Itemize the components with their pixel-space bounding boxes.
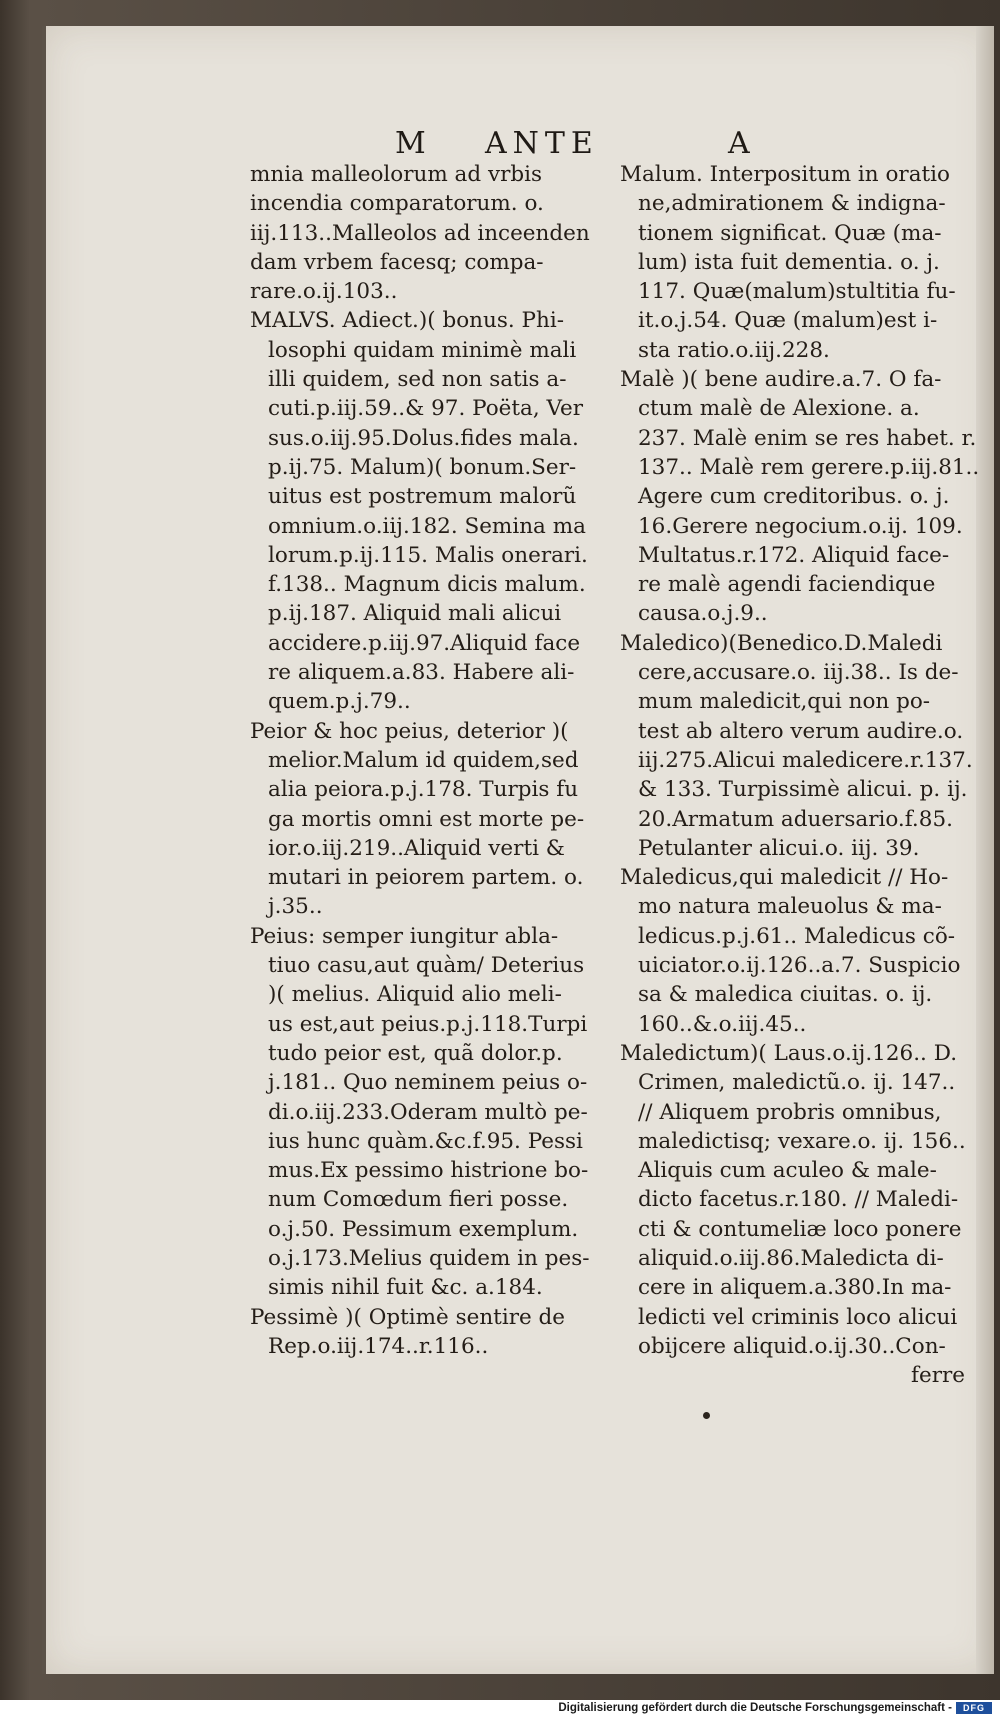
- footer-credit: Digitalisierung gefördert durch die Deutsche Forschungsgemeinschaft -: [558, 1702, 952, 1714]
- right-column-line: iij.275.Alicui maledicere.r.137.: [638, 747, 973, 773]
- right-column-line: ledicti vel criminis loco alicui: [638, 1304, 958, 1330]
- right-column-line: Malè )( bene audire.a.7. O fa-: [620, 367, 942, 393]
- right-column-line: aliquid.o.iij.86.Maledicta di-: [638, 1245, 944, 1271]
- left-column-line: Rep.o.iij.174..r.116..: [268, 1333, 489, 1359]
- right-column-line: sa & maledica ciuitas. o. ij.: [638, 982, 933, 1008]
- left-column-line: o.j.173.Melius quidem in pes-: [268, 1245, 590, 1271]
- right-column-line: re malè agendi faciendique: [638, 572, 936, 598]
- left-column-line: ius hunc quàm.&c.f.95. Pessi: [268, 1128, 583, 1154]
- running-head-left: M: [395, 126, 428, 161]
- right-column-line: Maledictum)( Laus.o.ij.126.. D.: [620, 1040, 958, 1066]
- left-column-line: MALVS. Adiect.)( bonus. Phi-: [250, 308, 564, 334]
- dfg-logo: DFG: [956, 1702, 992, 1714]
- left-column-line: num Comœdum fieri posse.: [268, 1187, 569, 1213]
- right-column-line: 117. Quæ(malum)stultitia fu-: [638, 279, 956, 305]
- right-column-line: Maledicus,qui maledicit // Ho-: [620, 865, 949, 891]
- right-column-line: mum maledicit,qui non po-: [638, 689, 931, 715]
- left-column-line: ga mortis omni est morte pe-: [268, 806, 585, 832]
- left-column-line: omnium.o.iij.182. Semina ma: [268, 513, 586, 539]
- running-head-right: A: [728, 126, 752, 161]
- left-column-line: j.181.. Quo neminem peius o-: [268, 1070, 588, 1096]
- left-column-line: losophi quidam minimè mali: [268, 337, 577, 363]
- left-column-line: tudo peior est, quã dolor.p.: [268, 1040, 563, 1066]
- right-column-line: maledictisq; vexare.o. ij. 156..: [638, 1128, 966, 1154]
- left-column-line: di.o.iij.233.Oderam multò pe-: [268, 1099, 588, 1125]
- left-column-line: tiuo casu,aut quàm/ Deterius: [268, 953, 585, 979]
- left-column-line: p.ij.75. Malum)( bonum.Ser-: [268, 454, 577, 480]
- right-column-line: it.o.j.54. Quæ (malum)est i-: [638, 308, 938, 334]
- left-column-line: simis nihil fuit &c. a.184.: [268, 1275, 543, 1301]
- right-column-line: Aliquis cum aculeo & male-: [638, 1158, 937, 1184]
- left-column-line: mnia malleolorum ad vrbis: [250, 162, 543, 187]
- left-column-line: Pessimè )( Optimè sentire de: [250, 1304, 566, 1330]
- right-column-line: 160..&.o.iij.45..: [638, 1011, 807, 1037]
- right-column-line: cere in aliquem.a.380.In ma-: [638, 1275, 952, 1301]
- right-column-line: Malum. Interpositum in oratio: [620, 162, 950, 187]
- left-column-line: Peius: semper iungitur abla-: [250, 923, 559, 949]
- left-column-line: f.138.. Magnum dicis malum.: [268, 572, 586, 598]
- right-column-line: 20.Armatum aduersario.f.85.: [638, 806, 953, 832]
- right-column-line: ferre: [911, 1363, 965, 1389]
- left-column-line: Peior & hoc peius, deterior )(: [250, 718, 569, 744]
- running-head-center: ANTE: [485, 126, 599, 161]
- right-column-line: & 133. Turpissimè alicui. p. ij.: [638, 777, 968, 803]
- left-column-line: uitus est postremum malorũ: [268, 484, 577, 510]
- right-column-line: Maledico)(Benedico.D.Maledi: [620, 630, 943, 656]
- left-column-line: us est,aut peius.p.j.118.Turpi: [268, 1011, 588, 1037]
- page-edge: [976, 26, 994, 1674]
- right-column-line: ctum malè de Alexione. a.: [638, 396, 920, 422]
- left-column-line: )( melius. Aliquid alio meli-: [268, 982, 562, 1008]
- right-column-line: sta ratio.o.iij.228.: [638, 337, 830, 363]
- ink-mark: [703, 1412, 710, 1419]
- right-column-line: Multatus.r.172. Aliquid face-: [638, 542, 950, 568]
- left-column-line: melior.Malum id quidem,sed: [268, 747, 579, 773]
- right-column-line: cere,accusare.o. iij.38.. Is de-: [638, 660, 959, 686]
- right-text-column: [620, 160, 980, 1390]
- left-column-line: rare.o.ij.103..: [250, 279, 398, 305]
- right-column-line: ledicus.p.j.61.. Maledicus cõ-: [638, 923, 956, 949]
- right-column-line: lum) ista fuit dementia. o. j.: [638, 249, 940, 275]
- right-column-line: causa.o.j.9..: [638, 601, 768, 627]
- left-column-line: p.ij.187. Aliquid mali alicui: [268, 601, 562, 627]
- right-column-line: // Aliquem probris omnibus,: [638, 1099, 942, 1125]
- left-column-line: illi quidem, sed non satis a-: [268, 367, 567, 393]
- left-column-line: alia peiora.p.j.178. Turpis fu: [268, 777, 579, 803]
- left-column-line: quem.p.j.79..: [268, 689, 411, 715]
- left-column-line: sus.o.iij.95.Dolus.fides mala.: [268, 425, 579, 451]
- right-column-line: Petulanter alicui.o. iij. 39.: [638, 835, 920, 861]
- left-column-line: iij.113..Malleolos ad inceenden: [250, 220, 590, 246]
- right-column-line: test ab altero verum audire.o.: [638, 718, 964, 744]
- right-column-line: 16.Gerere negocium.o.ij. 109.: [638, 513, 963, 539]
- right-column-line: Crimen, maledictũ.o. ij. 147..: [638, 1070, 956, 1096]
- left-column-line: re aliquem.a.83. Habere ali-: [268, 660, 575, 686]
- left-column-line: cuti.p.iij.59..& 97. Poëta, Ver: [268, 396, 584, 422]
- left-column-line: j.35..: [268, 894, 323, 920]
- right-column-line: 137.. Malè rem gerere.p.iij.81..: [638, 454, 980, 480]
- left-column-line: dam vrbem facesq; compa-: [250, 249, 544, 275]
- left-column-line: accidere.p.iij.97.Aliquid face: [268, 630, 581, 656]
- left-column-line: mutari in peiorem partem. o.: [268, 865, 584, 891]
- right-column-line: obijcere aliquid.o.ij.30..Con-: [638, 1333, 946, 1359]
- left-column-line: mus.Ex pessimo histrione bo-: [268, 1158, 589, 1184]
- right-column-line: ne,admirationem & indigna-: [638, 191, 946, 217]
- left-column-line: ior.o.iij.219..Aliquid verti &: [268, 835, 565, 861]
- left-column-line: lorum.p.ij.115. Malis onerari.: [268, 542, 588, 568]
- right-column-line: mo natura maleuolus & ma-: [638, 894, 942, 920]
- right-column-line: dicto facetus.r.180. // Maledi-: [638, 1187, 959, 1213]
- right-column-line: cti & contumeliæ loco ponere: [638, 1216, 962, 1242]
- left-text-column: [250, 160, 595, 1361]
- right-column-line: uiciator.o.ij.126..a.7. Suspicio: [638, 953, 961, 979]
- right-column-line: tionem significat. Quæ (ma-: [638, 220, 942, 246]
- left-column-line: o.j.50. Pessimum exemplum.: [268, 1216, 579, 1242]
- right-column-line: 237. Malè enim se res habet. r.: [638, 425, 977, 451]
- left-column-line: incendia comparatorum. o.: [250, 191, 544, 217]
- right-column-line: Agere cum creditoribus. o. j.: [638, 484, 950, 510]
